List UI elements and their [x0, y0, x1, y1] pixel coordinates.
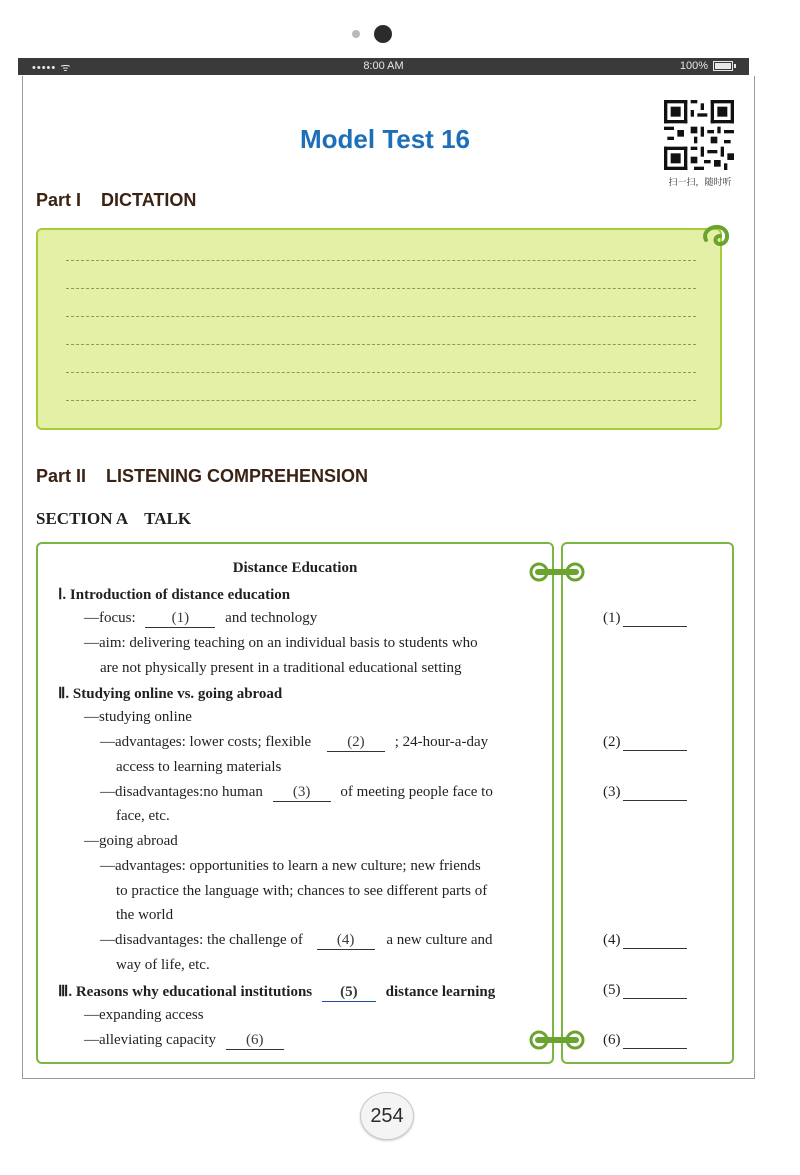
answer-label: (4): [603, 932, 621, 948]
outline-online-disadvantages: [100, 784, 493, 802]
answer-label: (5): [603, 982, 621, 998]
qr-caption: 扫一扫，随时听: [668, 178, 732, 188]
outline-expanding-access: —expanding access: [84, 1007, 204, 1023]
status-time: 8:00 AM: [363, 60, 404, 72]
abroad-disadvantages-text-post: a new culture and: [386, 932, 493, 948]
signal-indicator: ••••• ᯤ: [32, 62, 72, 74]
part2-number: Part II: [36, 466, 87, 486]
outline-abroad-advantages-2: to practice the language with; chances to see different parts of: [116, 883, 488, 899]
outline-section-2: Ⅱ. Studying online vs. going abroad: [58, 686, 283, 702]
outline-alleviating-capacity: [84, 1032, 290, 1050]
answer-label: (6): [603, 1032, 621, 1048]
page-title: Model Test 16: [299, 124, 470, 154]
outline-studying-online: —studying online: [84, 709, 192, 725]
blank-2: (2): [327, 734, 385, 752]
outline-aim-line-2: are not physically present in a traditional educational setting: [100, 660, 462, 676]
part2-name: LISTENING COMPREHENSION: [106, 466, 369, 486]
outline-aim-line: —aim: delivering teaching on an individual basis to students who: [84, 635, 478, 651]
advantages-text: —advantages: lower costs; flexible: [100, 734, 312, 750]
outline-title: Distance Education: [232, 560, 358, 576]
answer-field-6[interactable]: [603, 1032, 687, 1049]
blank-6: (6): [226, 1032, 284, 1050]
answer-field-5[interactable]: [603, 982, 687, 999]
blank-1: (1): [145, 610, 215, 628]
outline-online-advantages-2: access to learning materials: [116, 759, 282, 775]
disadvantages-text-post: of meeting people face to: [340, 784, 493, 800]
section-name: TALK: [144, 509, 192, 528]
answer-label: (1): [603, 610, 621, 626]
outline-abroad-advantages-3: the world: [116, 907, 174, 923]
outline-online-advantages: [100, 734, 488, 752]
focus-label: —focus:: [84, 610, 136, 626]
outline-section-1: Ⅰ. Introduction of distance education: [58, 587, 291, 603]
answer-label: (2): [603, 734, 621, 750]
outline-focus-line: [84, 610, 317, 628]
focus-text: and technology: [225, 610, 318, 626]
answer-field-2[interactable]: [603, 734, 687, 751]
section-number: SECTION A: [36, 509, 129, 528]
part1-name: DICTATION: [101, 190, 197, 210]
page-number: 254: [360, 1092, 414, 1140]
section-3-text: Ⅲ. Reasons why educational institutions: [58, 984, 313, 1000]
outline-online-disadvantages-2: face, etc.: [116, 808, 170, 824]
answer-field-1[interactable]: [603, 610, 687, 627]
outline-section-3: [58, 982, 495, 1002]
wifi-icon: ᯤ: [60, 62, 72, 74]
battery-indicator: 100%: [680, 60, 733, 72]
part1-number: Part I: [36, 190, 82, 210]
abroad-disadvantages-text: —disadvantages: the challenge of: [100, 932, 303, 948]
blank-4: (4): [317, 932, 375, 950]
outline-abroad-advantages: —advantages: opportunities to learn a new culture; new friends: [100, 858, 481, 874]
section-3-text-post: distance learning: [385, 984, 496, 1000]
answer-label: (3): [603, 784, 621, 800]
disadvantages-text: —disadvantages:no human: [100, 784, 263, 800]
outline-going-abroad: —going abroad: [84, 833, 178, 849]
outline-abroad-disadvantages: [100, 932, 493, 950]
capacity-text: —alleviating capacity: [84, 1032, 217, 1048]
outline-abroad-disadvantages-2: way of life, etc.: [116, 957, 210, 973]
answer-field-4[interactable]: [603, 932, 687, 949]
blank-5: (5): [322, 984, 376, 1002]
blank-3: (3): [273, 784, 331, 802]
advantages-text-post: ; 24-hour-a-day: [394, 734, 489, 750]
answer-field-3[interactable]: [603, 784, 687, 801]
